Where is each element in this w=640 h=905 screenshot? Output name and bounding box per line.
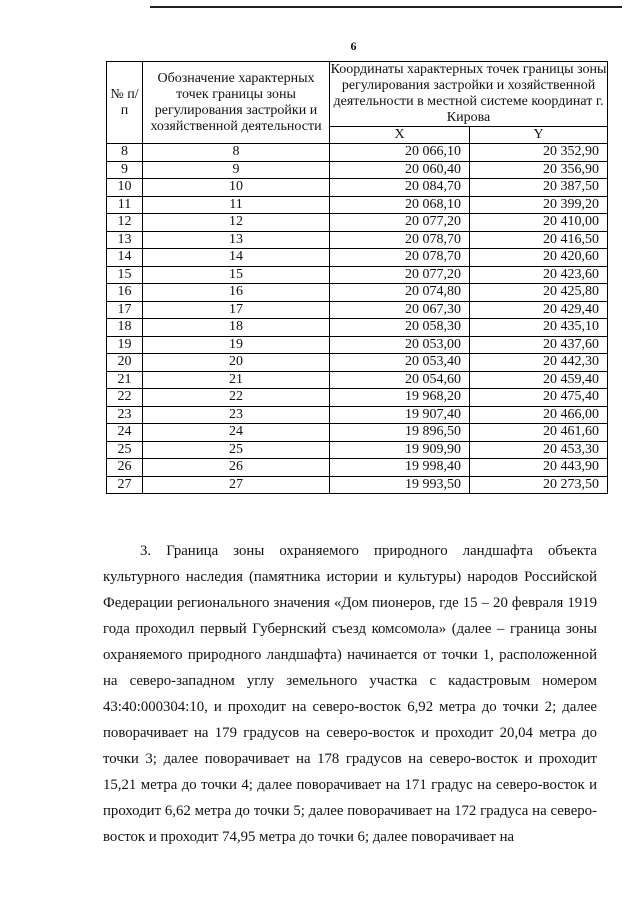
point-designation: 26 [143,459,330,477]
row-number: 14 [107,249,143,267]
table-row [107,319,608,337]
table-row [107,476,608,494]
x-coordinate: 19 896,50 [330,424,470,442]
y-coordinate: 20 443,90 [470,459,608,477]
row-number: 17 [107,301,143,319]
point-designation: 21 [143,371,330,389]
table-row [107,424,608,442]
coordinates-table [106,61,608,494]
y-coordinate: 20 435,10 [470,319,608,337]
point-designation: 14 [143,249,330,267]
x-coordinate: 20 077,20 [330,266,470,284]
row-number: 18 [107,319,143,337]
table-row [107,231,608,249]
x-coordinate: 19 909,90 [330,441,470,459]
table-row [107,389,608,407]
row-number: 23 [107,406,143,424]
y-coordinate: 20 352,90 [470,144,608,162]
point-designation: 17 [143,301,330,319]
x-coordinate: 19 993,50 [330,476,470,494]
table-row [107,196,608,214]
x-coordinate: 20 068,10 [330,196,470,214]
header-point-designation: Обозначение характерных точек границы зоны регулирования застройки и хозяйственной деятельности [143,62,330,144]
point-designation: 22 [143,389,330,407]
top-rule [150,6,622,8]
point-designation: 9 [143,161,330,179]
x-coordinate: 20 078,70 [330,231,470,249]
row-number: 13 [107,231,143,249]
y-coordinate: 20 437,60 [470,336,608,354]
table-row [107,144,608,162]
row-number: 21 [107,371,143,389]
y-coordinate: 20 461,60 [470,424,608,442]
x-coordinate: 20 053,00 [330,336,470,354]
x-coordinate: 20 058,30 [330,319,470,337]
y-coordinate: 20 399,20 [470,196,608,214]
x-coordinate: 20 053,40 [330,354,470,372]
y-coordinate: 20 423,60 [470,266,608,284]
header-y: Y [470,127,608,144]
table-row [107,459,608,477]
point-designation: 27 [143,476,330,494]
y-coordinate: 20 453,30 [470,441,608,459]
point-designation: 13 [143,231,330,249]
point-designation: 8 [143,144,330,162]
point-designation: 23 [143,406,330,424]
x-coordinate: 19 998,40 [330,459,470,477]
point-designation: 18 [143,319,330,337]
row-number: 9 [107,161,143,179]
table-row [107,161,608,179]
y-coordinate: 20 416,50 [470,231,608,249]
x-coordinate: 20 084,70 [330,179,470,197]
y-coordinate: 20 410,00 [470,214,608,232]
y-coordinate: 20 425,80 [470,284,608,302]
y-coordinate: 20 420,60 [470,249,608,267]
table-row [107,179,608,197]
y-coordinate: 20 356,90 [470,161,608,179]
y-coordinate: 20 442,30 [470,354,608,372]
point-designation: 16 [143,284,330,302]
row-number: 24 [107,424,143,442]
page-number: 6 [350,39,357,53]
point-designation: 19 [143,336,330,354]
table-row [107,354,608,372]
row-number: 26 [107,459,143,477]
point-designation: 12 [143,214,330,232]
y-coordinate: 20 459,40 [470,371,608,389]
y-coordinate: 20 475,40 [470,389,608,407]
table-row [107,336,608,354]
x-coordinate: 20 067,30 [330,301,470,319]
row-number: 25 [107,441,143,459]
x-coordinate: 19 907,40 [330,406,470,424]
header-x: X [330,127,470,144]
row-number: 12 [107,214,143,232]
x-coordinate: 19 968,20 [330,389,470,407]
table-row [107,214,608,232]
row-number: 16 [107,284,143,302]
point-designation: 20 [143,354,330,372]
x-coordinate: 20 078,70 [330,249,470,267]
table-row [107,301,608,319]
row-number: 22 [107,389,143,407]
row-number: 10 [107,179,143,197]
table-row [107,406,608,424]
x-coordinate: 20 060,40 [330,161,470,179]
point-designation: 25 [143,441,330,459]
y-coordinate: 20 387,50 [470,179,608,197]
paragraph-boundary-description: 3. Граница зоны охраняемого природного ландшафта объекта культурного наследия (памятника истории и культуры) народов Российской Федерации регионального значения «Дом пионеров, где 15 – 20 февраля 1919 года проходил первый Губернский съезд комсомола» (далее – граница зоны охраняемого природного ландшафта) начинается от точки 1, расположенной на северо-западном углу земельного участка с кадастровым номером 43:40:000304:10, и проходит на северо-восток 6,92 метра до точки 2; далее поворачивает на 179 градусов на северо-восток и проходит 20,04 метра до точки 3; далее поворачивает на 178 градусов на северо-восток и проходит 15,21 метра до точки 4; далее поворачивает на 171 градус на северо-восток и проходит 6,62 метра до точки 5; далее поворачивает на 172 градуса на северо-восток и проходит 74,95 метра до точки 6; далее поворачивает на [103,543,597,845]
header-number: № п/п [107,62,143,144]
point-designation: 10 [143,179,330,197]
y-coordinate: 20 273,50 [470,476,608,494]
x-coordinate: 20 054,60 [330,371,470,389]
table-row [107,441,608,459]
table-row [107,371,608,389]
row-number: 27 [107,476,143,494]
y-coordinate: 20 466,00 [470,406,608,424]
row-number: 20 [107,354,143,372]
x-coordinate: 20 066,10 [330,144,470,162]
point-designation: 11 [143,196,330,214]
row-number: 8 [107,144,143,162]
point-designation: 15 [143,266,330,284]
table-row [107,284,608,302]
point-designation: 24 [143,424,330,442]
header-coordinates: Координаты характерных точек границы зоны регулирования застройки и хозяйственной деятельности в местной системе координат г. Кирова [330,62,607,125]
x-coordinate: 20 074,80 [330,284,470,302]
table-row [107,266,608,284]
row-number: 19 [107,336,143,354]
row-number: 11 [107,196,143,214]
y-coordinate: 20 429,40 [470,301,608,319]
table-row [107,249,608,267]
x-coordinate: 20 077,20 [330,214,470,232]
row-number: 15 [107,266,143,284]
